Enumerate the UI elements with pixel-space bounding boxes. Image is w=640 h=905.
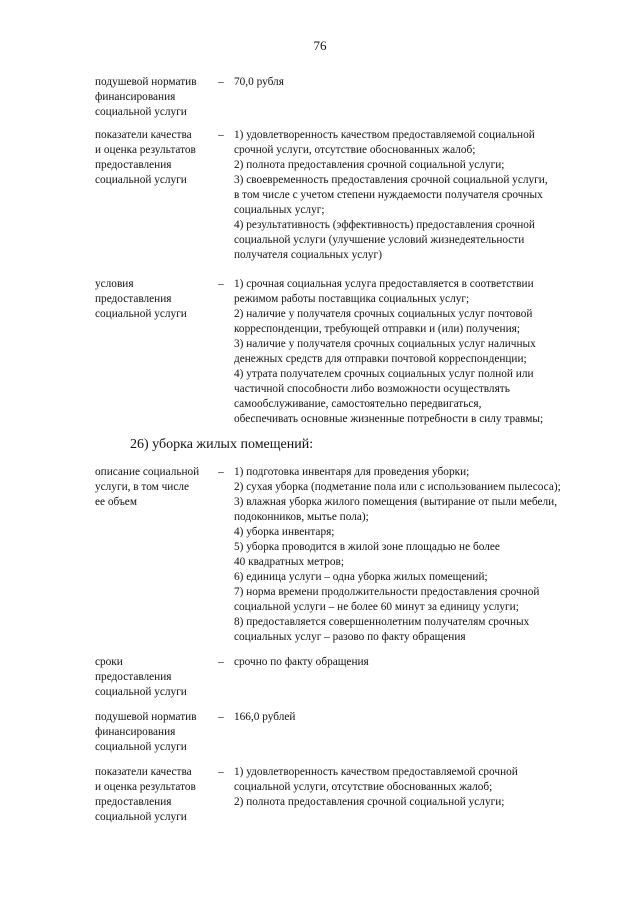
content-line: 3) наличие у получателя срочных социальных услуг наличных [234, 338, 536, 350]
label-line: социальной услуги [95, 811, 187, 823]
label-line: описание социальной [95, 466, 200, 478]
label-line: ее объем [95, 496, 137, 508]
label-line: социальной услуги [95, 686, 187, 698]
entry-content [234, 465, 605, 645]
entry-dash: – [218, 76, 224, 88]
label-line: подушевой норматив [95, 76, 197, 88]
content-line: срочно по факту обращения [234, 656, 369, 668]
entry-content [234, 277, 605, 427]
label-line: социальной услуги [95, 174, 187, 186]
content-line: 1) срочная социальная услуга предоставляется в соответствии [234, 278, 534, 290]
content-line: 3) влажная уборка жилого помещения (вытирание от пыли мебели, [234, 496, 558, 508]
entry-content [234, 710, 605, 725]
page-number: 76 [313, 38, 327, 53]
section-title: 26) уборка жилых помещений: [130, 437, 314, 452]
entry-provision-conditions [95, 277, 605, 427]
label-line: условия [95, 278, 134, 290]
entry-dash: – [218, 711, 224, 723]
content-line: социальных услуг; [234, 204, 325, 216]
content-line: обеспечивать основные жизненные потребности в силу травмы; [234, 413, 544, 425]
entry-label [95, 75, 213, 120]
label-line: и оценка результатов [95, 144, 196, 156]
entry-label [95, 465, 213, 510]
content-line: корреспонденции, требующей отправки и (или) получения; [234, 323, 520, 335]
entry-label [95, 710, 213, 755]
entry-service-description [95, 465, 605, 645]
content-line: социальных услуг – разово по факту обращения [234, 631, 466, 643]
content-line: 4) уборка инвентаря; [234, 526, 335, 538]
content-line: частичной способности либо возможности осуществлять [234, 383, 510, 395]
label-line: показатели качества [95, 129, 192, 141]
label-line: услуги, в том числе [95, 481, 190, 493]
content-line: 2) полнота предоставления срочной социальной услуги; [234, 159, 505, 171]
content-line: 2) наличие у получателя срочных социальных услуг почтовой [234, 308, 533, 320]
content-line: режимом работы поставщика социальных услуг; [234, 293, 470, 305]
label-line: финансирования [95, 726, 176, 738]
label-line: предоставления [95, 293, 172, 305]
content-line: денежных средств для отправки почтовой корреспонденции; [234, 353, 527, 365]
entry-label [95, 655, 213, 700]
entry-label [95, 765, 213, 825]
entry-content [234, 75, 605, 90]
content-line: 1) удовлетворенность качеством предоставляемой срочной [234, 766, 518, 778]
entry-per-capita-standard [95, 75, 605, 118]
label-line: предоставления [95, 159, 172, 171]
entry-dash: – [218, 656, 224, 668]
content-line: 2) полнота предоставления срочной социальной услуги; [234, 796, 505, 808]
label-line: показатели качества [95, 766, 192, 778]
entry-provision-terms [95, 655, 605, 698]
content-line: 3) своевременность предоставления срочной социальной услуги, [234, 174, 548, 186]
content-line: получателя социальных услуг) [234, 249, 382, 261]
content-line: 1) подготовка инвентаря для проведения уборки; [234, 466, 470, 478]
label-line: подушевой норматив [95, 711, 197, 723]
entry-label [95, 277, 213, 322]
content-line: срочной услуги, отсутствие обоснованных жалоб; [234, 144, 476, 156]
content-line: 5) уборка проводится в жилой зоне площадью не более [234, 541, 500, 553]
content-line: 4) результативность (эффективность) предоставления срочной [234, 219, 535, 231]
content-line: социальной услуги (улучшение условий жизнедеятельности [234, 234, 525, 246]
entry-dash: – [218, 766, 224, 778]
entry-quality-indicators-2 [95, 765, 605, 823]
entry-quality-indicators [95, 128, 605, 263]
content-line: 4) утрата получателем срочных социальных услуг полной или [234, 368, 534, 380]
content-line: 6) единица услуги – одна уборка жилых помещений; [234, 571, 488, 583]
content-line: 2) сухая уборка (подметание пола или с использованием пылесоса); [234, 481, 561, 493]
entry-label [95, 128, 213, 188]
label-line: предоставления [95, 796, 172, 808]
label-line: предоставления [95, 671, 172, 683]
entry-dash: – [218, 278, 224, 290]
content-line: 8) предоставляется совершеннолетним получателям срочных [234, 616, 530, 628]
entry-content [234, 655, 605, 670]
content-line: 70,0 рубля [234, 76, 284, 88]
content-line: 166,0 рублей [234, 711, 296, 723]
content-line: 7) норма времени продолжительности предоставления срочной [234, 586, 540, 598]
entry-dash: – [218, 129, 224, 141]
entry-per-capita-standard-2 [95, 710, 605, 753]
content-line: социальной услуги – не более 60 минут за единицу услуги; [234, 601, 519, 613]
label-line: сроки [95, 656, 123, 668]
label-line: финансирования [95, 91, 176, 103]
entry-content [234, 765, 605, 810]
content-line: в том числе с учетом степени нуждаемости получателя срочных [234, 189, 543, 201]
content-line: самообслуживание, самостоятельно передвигаться, [234, 398, 482, 410]
label-line: и оценка результатов [95, 781, 196, 793]
content-line: социальной услуги, отсутствие обоснованных жалоб; [234, 781, 493, 793]
content-line: подоконников, мытье пола); [234, 511, 369, 523]
label-line: социальной услуги [95, 106, 187, 118]
content-line: 1) удовлетворенность качеством предоставляемой социальной [234, 129, 535, 141]
content-line: 40 квадратных метров; [234, 556, 344, 568]
entry-content [234, 128, 605, 263]
entry-dash: – [218, 466, 224, 478]
label-line: социальной услуги [95, 741, 187, 753]
label-line: социальной услуги [95, 308, 187, 320]
